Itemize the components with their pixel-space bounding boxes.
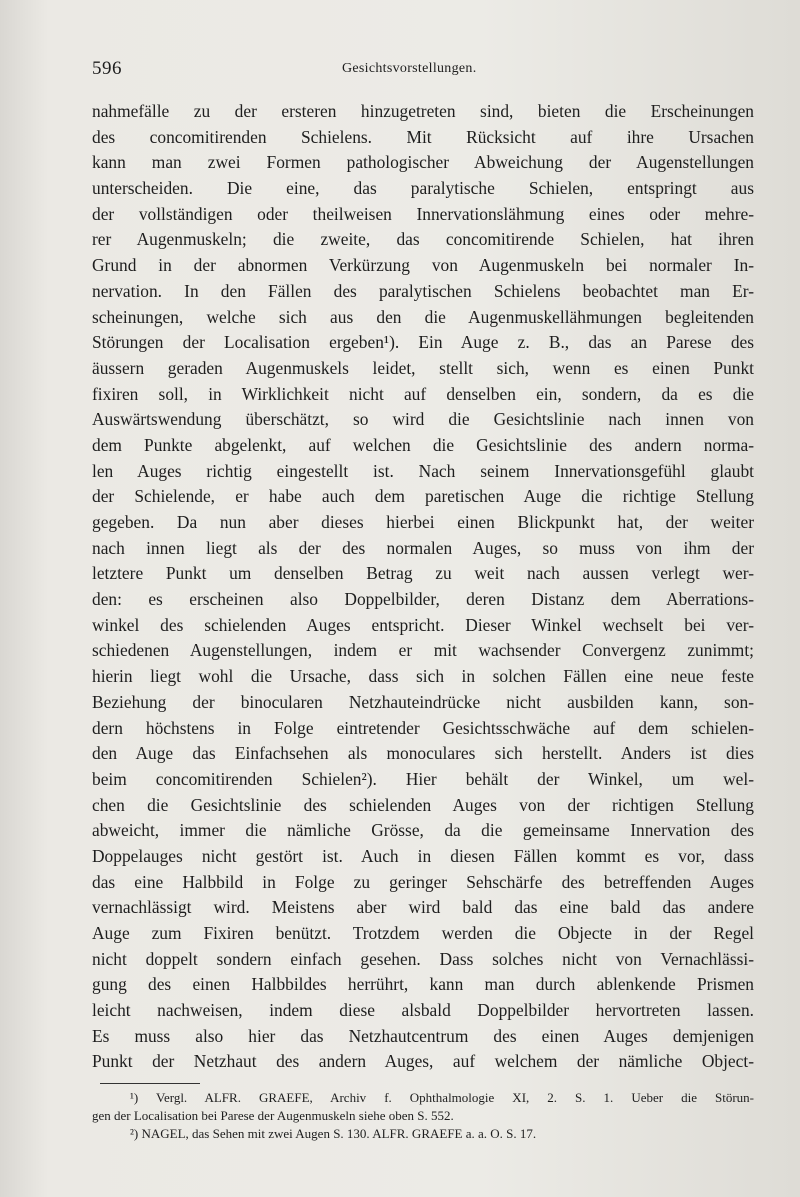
text-line: unterscheiden. Die eine, das paralytische Schielen, entspringt aus: [92, 178, 754, 199]
text-line: scheinungen, welche sich aus den die Augenmuskellähmungen begleitenden: [92, 306, 754, 327]
text-line: vernachlässigt wird. Meistens aber wird bald das eine bald das andere: [92, 897, 754, 918]
text-line: dern höchstens in Folge eintretender Gesichtsschwäche auf dem schielen-: [92, 717, 754, 738]
text-line: Beziehung der binocularen Netzhauteindrücke nicht ausbilden kann, son-: [92, 691, 754, 712]
text-line: Punkt der Netzhaut des andern Auges, auf welchem der nämliche Object-: [92, 1051, 754, 1072]
text-line: äussern geraden Augenmuskels leidet, stellt sich, wenn es einen Punkt: [92, 357, 754, 378]
text-line: Störungen der Localisation ergeben¹). Ein Auge z. B., das an Parese des: [92, 332, 754, 353]
text-line: schiedenen Augenstellungen, indem er mit wachsender Convergenz zunimmt;: [92, 640, 754, 661]
page-header: [92, 58, 752, 86]
running-title: Gesichtsvorstellungen.: [342, 61, 477, 76]
text-line: den: es erscheinen also Doppelbilder, deren Distanz dem Aberrations-: [92, 589, 754, 610]
text-line: Doppelauges nicht gestört ist. Auch in diesen Fällen kommt es vor, dass: [92, 845, 754, 866]
text-line: gung des einen Halbbildes herrührt, kann man durch ablenkende Prismen: [92, 974, 754, 995]
text-line: dem Punkte abgelenkt, auf welchen die Gesichtslinie des andern norma-: [92, 434, 754, 455]
text-line: hierin liegt wohl die Ursache, dass sich in solchen Fällen eine neue feste: [92, 666, 754, 687]
text-line: den Auge das Einfachsehen als monoculares sich herstellt. Anders ist dies: [92, 743, 754, 764]
text-line: Grund in der abnormen Verkürzung von Augenmuskeln bei normaler In-: [92, 255, 754, 276]
text-line: chen die Gesichtslinie des schielenden Auges von der richtigen Stellung: [92, 794, 754, 815]
text-line: des concomitirenden Schielens. Mit Rücksicht auf ihre Ursachen: [92, 126, 754, 147]
text-line: rer Augenmuskeln; die zweite, das concomitirende Schielen, hat ihren: [92, 229, 754, 250]
footnote-line: ²) NAGEL, das Sehen mit zwei Augen S. 130. ALFR. GRAEFE a. a. O. S. 17.: [130, 1126, 537, 1141]
text-line: Es muss also hier das Netzhautcentrum des einen Auges demjenigen: [92, 1025, 754, 1046]
footnote-line: gen der Localisation bei Parese der Augenmuskeln siehe oben S. 552.: [92, 1108, 454, 1123]
text-line: letztere Punkt um denselben Betrag zu weit nach aussen verlegt wer-: [92, 563, 754, 584]
body-text: [92, 99, 754, 1075]
text-line: nervation. In den Fällen des paralytischen Schielens beobachtet man Er-: [92, 280, 754, 301]
text-line: fixiren soll, in Wirklichkeit nicht auf denselben ein, sondern, da es die: [92, 383, 754, 404]
footnote-line: ¹) Vergl. ALFR. GRAEFE, Archiv f. Ophthalmologie XI, 2. S. 1. Ueber die Störun-: [130, 1090, 754, 1105]
text-line: kann man zwei Formen pathologischer Abweichung der Augenstellungen: [92, 152, 754, 173]
text-line: Auge zum Fixiren benützt. Trotzdem werden die Objecte in der Regel: [92, 923, 754, 943]
text-line: abweicht, immer die nämliche Grösse, da die gemeinsame Innervation des: [92, 820, 754, 841]
text-line: nach innen liegt als der des normalen Auges, so muss von ihm der: [92, 537, 754, 558]
text-line: das eine Halbbild in Folge zu geringer Sehschärfe des betreffenden Auges: [92, 871, 754, 892]
text-line: beim concomitirenden Schielen²). Hier behält der Winkel, um wel-: [92, 768, 754, 789]
footnotes: [92, 1089, 754, 1143]
text-line: der Schielende, er habe auch dem paretischen Auge die richtige Stellung: [92, 486, 754, 507]
text-line: der vollständigen oder theilweisen Innervationslähmung eines oder mehre-: [92, 203, 754, 224]
text-line: nahmefälle zu der ersteren hinzugetreten sind, bieten die Erscheinungen: [92, 101, 754, 121]
text-line: leicht nachweisen, indem diese alsbald Doppelbilder hervortreten lassen.: [92, 1000, 754, 1021]
text-line: len Auges richtig eingestellt ist. Nach seinem Innervationsgefühl glaubt: [92, 460, 754, 481]
text-line: winkel des schielenden Auges entspricht. Dieser Winkel wechselt bei ver-: [92, 614, 754, 635]
text-line: nicht doppelt sondern einfach gesehen. Dass solches nicht von Vernachlässi-: [92, 948, 754, 969]
text-line: Auswärtswendung überschätzt, so wird die Gesichtslinie nach innen von: [92, 409, 754, 430]
footnote-rule: [100, 1083, 200, 1084]
page-number: 596: [92, 58, 122, 79]
text-line: gegeben. Da nun aber dieses hierbei einen Blickpunkt hat, der weiter: [92, 512, 754, 532]
